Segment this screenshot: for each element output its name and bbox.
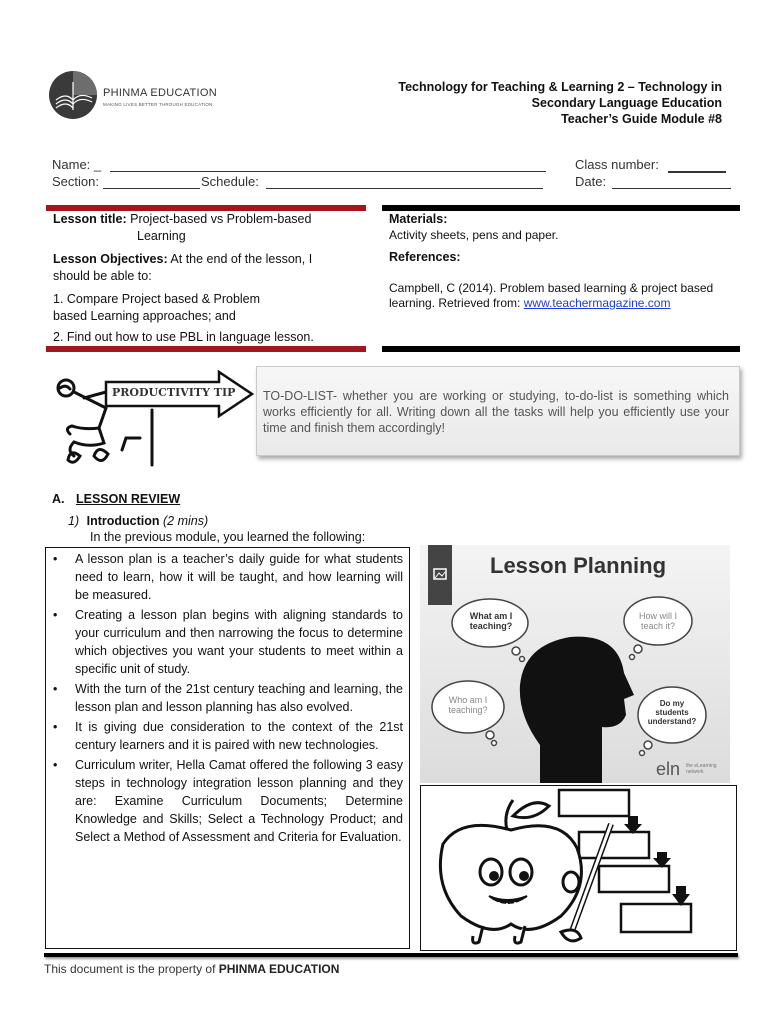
head-silhouette-icon (420, 545, 730, 783)
introduction-heading: 1) Introduction (2 mins) (68, 514, 209, 528)
date-field[interactable] (612, 188, 731, 189)
class-number-label: Class number: (575, 157, 659, 172)
logo (48, 70, 218, 120)
footer-text: This document is the property of PHINMA EDUCATION (44, 962, 340, 976)
materials-bottom-bar (382, 346, 740, 352)
introduction-text: In the previous module, you learned the following: (90, 530, 366, 544)
reference-link[interactable]: www.teachermagazine.com (523, 296, 671, 310)
bubble-what: What am I teaching? (469, 611, 513, 631)
section-a-heading: A. LESSON REVIEW (52, 492, 181, 506)
stick-figure-icon (44, 368, 259, 473)
section-field[interactable] (103, 188, 200, 189)
objective-2: 2. Find out how to use PBL in language lesson. (53, 330, 314, 344)
brand-tagline: the eLearning network (686, 763, 717, 775)
tip-text: TO-DO-LIST- whether you are working or studying, to-do-list is something which works efficiently for all. Writing down all the tasks will help you efficiently use your time and finish them accordingly! (263, 389, 729, 435)
bubble-how: How will I teach it? (638, 611, 677, 631)
schedule-label: Schedule: (201, 174, 259, 189)
list-item: • With the turn of the 21st century teaching and learning, the lesson plan and lesson planning has also evolved. (53, 682, 403, 714)
list-item: • Curriculum writer, Hella Camat offered the following 3 easy steps in technology integration lesson planning and they are: Examine Curriculum Documents; Determine Knowledge and Skills; Select a Technology Product; and Select a Method of Assessment and Criteria for Evaluation. (53, 758, 403, 844)
list-item: • It is giving due consideration to the context of the 21st century learners and it is paired with new technologies. (53, 720, 403, 752)
materials-top-bar (382, 205, 740, 211)
apple-flowchart-image (420, 785, 737, 951)
date-label: Date: (575, 174, 607, 189)
lesson-bottom-bar (46, 346, 366, 352)
logo-name: PHINMA EDUCATION (103, 87, 217, 99)
lesson-planning-title: Lesson Planning (490, 553, 667, 578)
name-label: Name: _ (52, 157, 102, 172)
list-item: • Creating a lesson plan begins with aligning standards to your curriculum and then narrowing the focus to determine which objectives you want your students to meet within a specific unit of study. (53, 608, 403, 676)
lesson-title: Lesson title: Project-based vs Problem-based Learning (53, 212, 312, 243)
section-label: Section: (52, 174, 99, 189)
references-label: References: (389, 250, 461, 264)
productivity-tip-sign: PRODUCTIVITY TIP (112, 386, 236, 399)
list-item: • A lesson plan is a teacher’s daily guide for what students need to learn, how it will be taught, and how learning will be measured. (53, 552, 403, 602)
reference-entry: Campbell, C (2014). Problem based learning & project based learning. Retrieved from: www.teachermagazine.com (389, 281, 714, 310)
class-number-field[interactable] (668, 171, 726, 173)
materials-value: Activity sheets, pens and paper. (389, 228, 559, 242)
logo-tagline: MAKING LIVES BETTER THROUGH EDUCATION (103, 102, 213, 107)
name-field[interactable] (110, 171, 546, 172)
bubble-understand: Do my students understand? (647, 699, 697, 726)
brand-logo: eln (656, 759, 681, 779)
schedule-field[interactable] (266, 188, 543, 189)
review-list (53, 550, 403, 848)
materials-label: Materials: (389, 212, 448, 226)
objective-1: 1. Compare Project based & Problem based Learning approaches; and (53, 292, 261, 323)
footer-bar (44, 953, 738, 957)
apple-character-icon (421, 786, 736, 950)
module-title: Technology for Teaching & Learning 2 – Technology in Secondary Language Education Teacher’s Guide Module #8 (398, 80, 722, 126)
phinma-logo-icon (48, 70, 100, 120)
lesson-objectives: Lesson Objectives: At the end of the lesson, I should be able to: (53, 252, 313, 283)
bubble-who: Who am I teaching? (448, 695, 488, 715)
lesson-planning-image (420, 545, 730, 783)
